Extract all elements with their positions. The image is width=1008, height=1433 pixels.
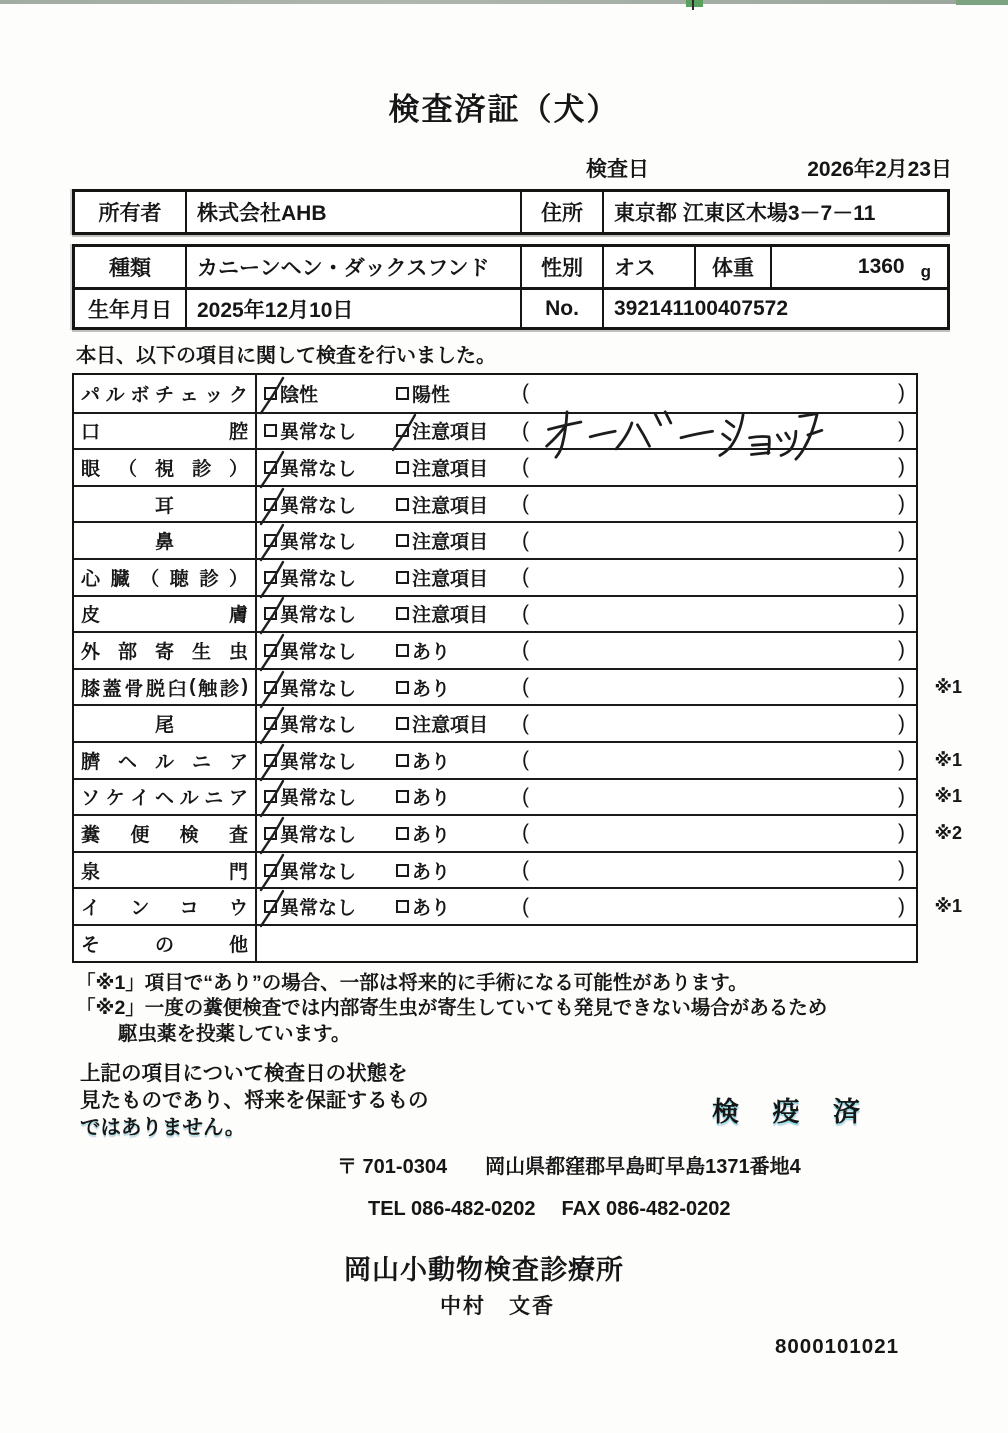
checklist-row [74, 887, 962, 924]
unchecked-option [396, 820, 522, 847]
close-paren: ) [898, 455, 905, 479]
handwritten-check-mark [391, 413, 418, 452]
checklist-item-label: 外 部 寄 生 虫 [74, 633, 257, 668]
checklist-item-label: 眼 （ 視 診 ） [74, 450, 257, 485]
checklist-row [74, 631, 916, 668]
handwritten-check-mark [259, 743, 286, 782]
checkbox [264, 424, 277, 437]
checklist-item-options [257, 706, 916, 741]
checked-option [264, 857, 396, 884]
unchecked-option [396, 454, 522, 481]
checkbox [396, 387, 409, 400]
checkbox [396, 534, 409, 547]
checklist-item-options [257, 743, 916, 778]
checklist-item-options [257, 597, 916, 632]
handwritten-check-mark [259, 889, 286, 928]
checklist-row [74, 595, 916, 632]
unchecked-option [396, 491, 522, 518]
footnote-2-line1: 「※2」一度の糞便検査では内部寄生虫が寄生していても発見できない場合があるため [76, 997, 828, 1019]
scan-artifact-green [956, 0, 1008, 5]
handwritten-check-mark [259, 560, 286, 599]
checklist-item-label: パ ル ボ チ ェ ッ ク [74, 375, 257, 412]
handwritten-check-mark [259, 596, 286, 635]
clinic-name: 岡山小動物検査診療所 [344, 1255, 624, 1285]
checked-option [264, 710, 396, 737]
close-paren: ) [898, 821, 905, 845]
option-label: 注意項目 [412, 568, 489, 590]
option-label: 異常なし [280, 824, 357, 846]
open-paren: ( [522, 894, 529, 918]
disclaimer-line1: 上記の項目について検査日の状態を [80, 1062, 408, 1085]
checklist-item-label: イ ン コ ウ [74, 889, 257, 924]
scan-artifact-green [686, 0, 703, 7]
checked-option [264, 600, 396, 627]
checkbox [264, 607, 277, 620]
checkbox [396, 754, 409, 767]
checklist-item-label: 口 腔 [74, 414, 257, 449]
checklist-row [74, 778, 962, 815]
checklist-row [74, 924, 916, 961]
weight-label-cell: 体重 [694, 247, 770, 287]
option-label: 陽性 [412, 384, 451, 406]
checked-option [264, 527, 396, 554]
close-paren: ) [898, 638, 905, 662]
open-paren: ( [522, 784, 529, 808]
handwritten-check-mark [259, 633, 286, 672]
open-paren: ( [522, 418, 529, 442]
close-paren: ) [898, 601, 905, 625]
fax-number: FAX 086-482-0202 [561, 1198, 731, 1220]
open-paren: ( [522, 601, 529, 625]
close-paren: ) [898, 528, 905, 552]
open-paren: ( [522, 528, 529, 552]
checklist-item-options [257, 487, 916, 522]
inspection-date-row [72, 153, 952, 183]
checklist-item-label: 膝 蓋 骨 脱 臼 ( 触 診 ) [74, 670, 257, 705]
handwritten-check-mark [259, 487, 286, 526]
checkbox [396, 717, 409, 730]
option-label: 異常なし [280, 605, 357, 627]
checklist-row [74, 558, 916, 595]
option-label: あり [412, 678, 451, 700]
address-value-cell: 東京都 江東区木場3－7－11 [602, 192, 947, 232]
checklist-item-label: 心 臓 （ 聴 診 ） [74, 560, 257, 595]
checklist-item-options [257, 780, 916, 815]
postal-code: 〒 701-0304 [337, 1156, 448, 1178]
examiner-name: 中村 文香 [440, 1295, 555, 1318]
checklist-item-options [257, 375, 916, 412]
tel-number: TEL 086-482-0202 [368, 1198, 536, 1220]
checklist-item-label: 耳 [74, 487, 257, 522]
breed-value-cell: カニーンヘン・ダックスフンド [185, 247, 520, 287]
footnote-mark: ※1 [934, 676, 962, 697]
checkbox [396, 827, 409, 840]
checkbox [396, 607, 409, 620]
option-label: あり [412, 861, 451, 883]
option-label: あり [412, 788, 451, 810]
checklist-item-options [257, 523, 916, 558]
option-label: 異常なし [280, 678, 357, 700]
checked-option [264, 674, 396, 701]
document-title: 検査済証（犬） [388, 92, 620, 127]
owner-value-cell: 株式会社AHB [185, 192, 520, 232]
open-paren: ( [522, 675, 529, 699]
close-paren: ) [898, 675, 905, 699]
checklist-item-label: ソ ケ イ ヘ ル ニ ア [74, 780, 257, 815]
weight-unit: g [920, 262, 931, 281]
footnote-mark: ※2 [934, 822, 962, 843]
checklist-item-options [257, 889, 916, 924]
checklist-item-options [257, 926, 916, 961]
close-paren: ) [898, 711, 905, 735]
checkbox [264, 498, 277, 511]
footnote-mark: ※1 [934, 749, 962, 770]
disclaimer-line3: ではありません。 [80, 1116, 246, 1139]
checked-option [264, 893, 396, 920]
checklist-item-label: そ の 他 [74, 926, 257, 961]
close-paren: ) [898, 492, 905, 516]
handwritten-check-mark [259, 816, 286, 855]
sex-label-cell: 性別 [520, 247, 602, 287]
option-label: 注意項目 [412, 605, 489, 627]
open-paren: ( [522, 638, 529, 662]
option-label: 異常なし [280, 641, 357, 663]
checklist-row [74, 668, 962, 705]
serial-number: 8000101021 [775, 1335, 900, 1358]
close-paren: ) [898, 418, 905, 442]
checked-option [264, 380, 396, 407]
open-paren: ( [522, 711, 529, 735]
option-label: 異常なし [280, 532, 357, 554]
checked-option [264, 747, 396, 774]
checklist-row [74, 704, 916, 741]
checkbox [264, 644, 277, 657]
open-paren: ( [522, 565, 529, 589]
unchecked-option [396, 783, 522, 810]
option-label: 異常なし [280, 751, 357, 773]
number-value-cell: 392141100407572 [602, 287, 947, 327]
open-paren: ( [522, 821, 529, 845]
clinic-address: 岡山県都窪郡早島町早島1371番地4 [485, 1156, 801, 1178]
unchecked-option [264, 417, 396, 444]
checkbox [396, 864, 409, 877]
checked-option [264, 491, 396, 518]
checkbox [396, 900, 409, 913]
checked-option [264, 454, 396, 481]
option-label: 注意項目 [412, 532, 489, 554]
inspection-date-value: 2026年2月23日 [807, 158, 952, 181]
option-label: 陰性 [280, 384, 319, 406]
checklist-item-label: 糞 便 検 査 [74, 816, 257, 851]
checklist-item-options [257, 816, 916, 851]
close-paren: ) [898, 858, 905, 882]
checkbox [264, 864, 277, 877]
checkbox [264, 461, 277, 474]
weight-value: 1360 [857, 255, 905, 278]
checkbox [396, 461, 409, 474]
handwritten-check-mark [259, 706, 286, 745]
option-label: あり [412, 898, 451, 920]
checkbox [396, 498, 409, 511]
close-paren: ) [898, 565, 905, 589]
checklist-row [74, 741, 962, 778]
checklist-item-options [257, 560, 916, 595]
open-paren: ( [522, 492, 529, 516]
checked-option [264, 783, 396, 810]
option-label: 注意項目 [412, 715, 489, 737]
checklist-item-options [257, 853, 916, 888]
checklist-item-label: 尾 [74, 706, 257, 741]
checklist-row [74, 375, 916, 412]
option-label: 異常なし [280, 422, 357, 444]
inspection-date-label: 検査日 [586, 158, 649, 181]
footnote-mark: ※1 [934, 896, 962, 917]
option-label: 異常なし [280, 715, 357, 737]
checklist-table [72, 373, 962, 963]
handwritten-check-mark [259, 853, 286, 892]
number-label-cell: No. [520, 287, 602, 327]
birthdate-value-cell: 2025年12月10日 [185, 287, 520, 327]
checklist-row [74, 412, 916, 449]
weight-value-cell [770, 247, 947, 287]
option-label: あり [412, 824, 451, 846]
clinic-phone-row [368, 1198, 1008, 1221]
checkbox [264, 754, 277, 767]
checkbox [264, 681, 277, 694]
sex-value-cell: オス [602, 247, 694, 287]
owner-info-table [72, 189, 950, 235]
unchecked-option [396, 564, 522, 591]
birthdate-label-cell: 生年月日 [75, 287, 185, 327]
checklist-item-label: 臍 ヘ ル ニ ア [74, 743, 257, 778]
unchecked-option [396, 710, 522, 737]
option-label: 異常なし [280, 861, 357, 883]
unchecked-option [396, 600, 522, 627]
checkbox [396, 571, 409, 584]
close-paren: ) [898, 381, 905, 405]
checklist-row [74, 814, 962, 851]
unchecked-option [396, 747, 522, 774]
checklist-row [74, 448, 916, 485]
open-paren: ( [522, 858, 529, 882]
option-label: 異常なし [280, 788, 357, 810]
checklist-item-label: 皮 膚 [74, 597, 257, 632]
close-paren: ) [898, 748, 905, 772]
owner-label-cell: 所有者 [98, 202, 162, 225]
scan-artifact-line [0, 0, 1008, 4]
option-label: 異常なし [280, 568, 357, 590]
close-paren: ) [898, 784, 905, 808]
disclaimer-line2: 見たものであり、将来を保証するもの [80, 1089, 429, 1112]
footnote-mark: ※1 [934, 786, 962, 807]
animal-info-table [72, 244, 950, 330]
breed-label-cell: 種類 [109, 257, 151, 280]
checklist-item-options [257, 633, 916, 668]
scan-artifact-tick [692, 0, 694, 10]
checked-option [264, 820, 396, 847]
footnote-1: 「※1」項目で“あり”の場合、一部は将来的に手術になる可能性があります。 [76, 971, 748, 994]
handwritten-check-mark [259, 450, 286, 489]
checklist-row [74, 521, 916, 558]
unchecked-option [396, 893, 522, 920]
checkbox [264, 900, 277, 913]
handwritten-check-mark [259, 523, 286, 562]
footnote-2-line2: 駆虫薬を投薬しています。 [118, 1022, 351, 1045]
option-label: 注意項目 [412, 458, 489, 480]
checklist-item-options [257, 450, 916, 485]
checkbox [264, 387, 277, 400]
option-label: 異常なし [280, 495, 357, 517]
statement-section [0, 1060, 1008, 1146]
checkbox [396, 424, 409, 437]
unchecked-option [396, 674, 522, 701]
unchecked-option [396, 637, 522, 664]
quarantine-stamp: 検 疫 済 [712, 1097, 874, 1127]
option-label: 注意項目 [412, 422, 489, 444]
intro-text: 本日、以下の項目に関して検査を行いました。 [76, 345, 496, 367]
checkbox [264, 571, 277, 584]
handwritten-check-mark [259, 670, 286, 709]
checklist-row [74, 485, 916, 522]
checkbox [264, 827, 277, 840]
checklist-item-label: 泉 門 [74, 853, 257, 888]
checked-option [264, 637, 396, 664]
checklist-item-options [257, 670, 916, 705]
footnotes [76, 971, 1008, 1048]
option-label: 異常なし [280, 898, 357, 920]
checkbox [264, 717, 277, 730]
handwritten-check-mark [259, 779, 286, 818]
unchecked-option [396, 527, 522, 554]
checkbox [396, 790, 409, 803]
option-label: あり [412, 751, 451, 773]
checkbox [396, 681, 409, 694]
open-paren: ( [522, 748, 529, 772]
option-label: 異常なし [280, 458, 357, 480]
clinic-address-row [337, 1150, 1008, 1179]
option-label: あり [412, 641, 451, 663]
handwritten-check-mark [259, 376, 286, 415]
unchecked-option [396, 857, 522, 884]
open-paren: ( [522, 381, 529, 405]
checked-option [264, 564, 396, 591]
unchecked-option [396, 380, 522, 407]
checklist-row [74, 851, 916, 888]
close-paren: ) [898, 894, 905, 918]
address-label-cell: 住所 [520, 192, 602, 232]
checkbox [264, 534, 277, 547]
option-label: 注意項目 [412, 495, 489, 517]
checkbox [264, 790, 277, 803]
checked-option [396, 417, 522, 444]
open-paren: ( [522, 455, 529, 479]
checkbox [396, 644, 409, 657]
checklist-item-label: 鼻 [74, 523, 257, 558]
